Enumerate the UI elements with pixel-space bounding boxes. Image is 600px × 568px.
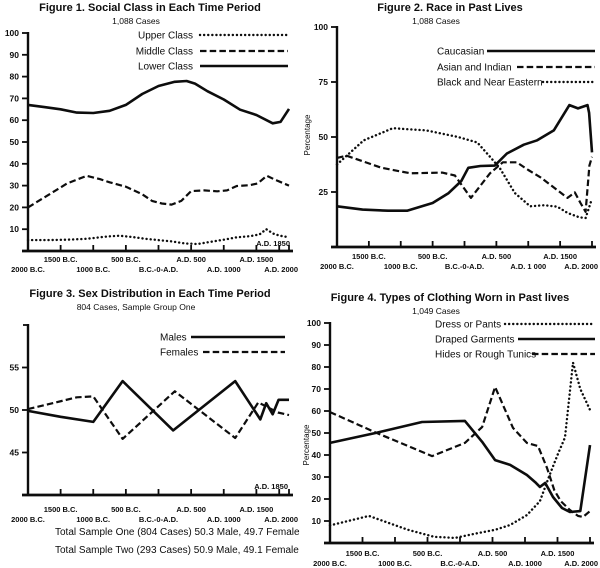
figure-2-plot bbox=[300, 0, 600, 290]
y-tick-label: 40 bbox=[311, 450, 321, 460]
legend-label-upper-class: Upper Class bbox=[137, 30, 193, 42]
x-tick-label: 1000 B.C. bbox=[76, 265, 111, 274]
legend-label-hides-or-rough-tunics: Hides or Rough Tunics bbox=[435, 349, 537, 361]
x-tick-label: A.D. 1500 bbox=[239, 505, 274, 514]
x-tick-label: A.D. 1000 bbox=[206, 265, 241, 274]
x-tick-label: A.D. 2000 bbox=[264, 515, 298, 524]
legend-label-males: Males bbox=[160, 332, 187, 344]
y-tick-label: 40 bbox=[9, 158, 19, 169]
figure-3-title: Figure 3. Sex Distribution in Each Time Period bbox=[29, 288, 271, 300]
x-tick-label: A.D. 1500 bbox=[239, 255, 274, 264]
x-tick-label: A.D. 1000 bbox=[206, 515, 241, 524]
legend-label-asian-and-indian: Asian and Indian bbox=[437, 62, 512, 74]
x-tick-label: B.C.-0-A.D. bbox=[138, 265, 179, 274]
legend-label-females: Females bbox=[160, 347, 199, 359]
x-tick-label: A.D. 1 000 bbox=[510, 262, 547, 271]
figure-1-plot bbox=[0, 0, 300, 285]
series-line-asian-and-indian bbox=[337, 156, 592, 212]
figure-1-subtitle: 1,088 Cases bbox=[112, 16, 160, 26]
x-tick-label: A.D. 500 bbox=[481, 252, 512, 261]
figure-1-ad1850-annotation: A.D. 1850 bbox=[256, 239, 290, 248]
series-line-lower-class bbox=[28, 81, 289, 123]
figure-3-sex-distribution-panel bbox=[0, 285, 300, 568]
series-line-upper-class bbox=[28, 229, 289, 244]
y-tick-label: 50 bbox=[318, 132, 328, 142]
x-tick-label: 1000 B.C. bbox=[378, 559, 412, 568]
legend-label-dress-or-pants: Dress or Pants bbox=[435, 319, 502, 331]
figure-4-title: Figure 4. Types of Clothing Worn in Past lives bbox=[330, 292, 570, 304]
y-tick-label: 50 bbox=[9, 137, 19, 147]
x-tick-label: A.D. 2000 bbox=[564, 262, 598, 271]
y-tick-label: 20 bbox=[9, 202, 19, 213]
y-tick-label: 90 bbox=[311, 340, 321, 350]
x-tick-label: A.D. 1000 bbox=[508, 559, 542, 568]
figure-1-social-class-panel bbox=[0, 0, 300, 285]
y-tick-label: 10 bbox=[311, 516, 321, 526]
legend-label-caucasian: Caucasian bbox=[437, 46, 485, 58]
y-tick-label: 25 bbox=[318, 187, 328, 197]
y-tick-label: 70 bbox=[9, 93, 19, 104]
x-tick-label: A.D. 1500 bbox=[543, 252, 578, 261]
x-tick-label: 1500 B.C. bbox=[345, 549, 380, 558]
y-tick-label: 60 bbox=[9, 115, 19, 126]
y-tick-label: 50 bbox=[9, 405, 19, 415]
x-tick-label: 500 B.C. bbox=[412, 549, 443, 558]
x-tick-label: 1000 B.C. bbox=[383, 262, 418, 271]
x-tick-label: 500 B.C. bbox=[111, 505, 141, 514]
x-tick-label: 500 B.C. bbox=[417, 252, 448, 261]
figure-2-subtitle: 1,088 Cases bbox=[412, 16, 460, 26]
total-sample-two-note: Total Sample Two (293 Cases) 50.9 Male, 49.1 Female bbox=[55, 545, 299, 556]
y-tick-label: 75 bbox=[318, 77, 328, 87]
x-tick-label: B.C.-0-A.D. bbox=[444, 262, 485, 271]
x-tick-label: A.D. 500 bbox=[176, 505, 206, 514]
figure-3-ad1850-annotation: A.D. 1850 bbox=[254, 482, 288, 491]
x-tick-label: A.D. 500 bbox=[477, 549, 508, 558]
y-tick-label: 60 bbox=[311, 406, 321, 416]
y-tick-label: 100 bbox=[4, 28, 19, 38]
y-tick-label: 50 bbox=[311, 428, 321, 438]
legend-label-lower-class: Lower Class bbox=[137, 61, 193, 73]
figure-4-clothing-panel bbox=[300, 285, 600, 568]
series-line-caucasian bbox=[337, 105, 592, 211]
x-tick-label: A.D. 2000 bbox=[264, 265, 298, 274]
x-tick-label: B.C.-0-A.D. bbox=[440, 559, 480, 568]
x-tick-label: 2000 B.C. bbox=[11, 515, 45, 524]
x-tick-label: 500 B.C. bbox=[111, 255, 141, 264]
series-line-draped-garments bbox=[330, 421, 590, 512]
y-tick-label: 80 bbox=[311, 362, 321, 372]
x-tick-label: 1000 B.C. bbox=[76, 515, 111, 524]
series-line-dress-or-pants bbox=[330, 363, 590, 538]
x-tick-label: 2000 B.C. bbox=[11, 265, 45, 274]
figure-1-title: Figure 1. Social Class in Each Time Period bbox=[39, 2, 261, 14]
figure-2-race-panel bbox=[300, 0, 600, 290]
x-tick-label: 2000 B.C. bbox=[313, 559, 347, 568]
x-tick-label: 1500 B.C. bbox=[351, 252, 386, 261]
y-tick-label: 20 bbox=[311, 494, 321, 504]
y-tick-label: 45 bbox=[9, 447, 19, 458]
y-tick-label: 30 bbox=[311, 472, 321, 482]
y-tick-label: 30 bbox=[9, 180, 19, 191]
figure-4-subtitle: 1,049 Cases bbox=[412, 306, 460, 316]
figure-3-subtitle: 804 Cases, Sample Group One bbox=[76, 302, 196, 312]
x-tick-label: A.D. 2000 bbox=[564, 559, 598, 568]
series-line-middle-class bbox=[28, 176, 289, 208]
legend-label-draped-garments: Draped Garments bbox=[435, 334, 515, 346]
x-tick-label: 2000 B.C. bbox=[320, 262, 354, 271]
x-tick-label: 1500 B.C. bbox=[43, 505, 78, 514]
x-tick-label: B.C.-0-A.D. bbox=[138, 515, 179, 524]
y-tick-label: 100 bbox=[313, 22, 328, 32]
figure-3-plot bbox=[0, 285, 300, 568]
y-tick-label: 70 bbox=[311, 384, 321, 394]
figure-2-percentage-axis-label: Percentage bbox=[303, 114, 312, 156]
x-tick-label: A.D. 500 bbox=[176, 255, 206, 264]
total-sample-one-note: Total Sample One (804 Cases) 50.3 Male, 49.7 Female bbox=[55, 527, 300, 538]
x-tick-label: 1500 B.C. bbox=[43, 255, 78, 264]
y-tick-label: 10 bbox=[9, 224, 19, 235]
y-tick-label: 90 bbox=[9, 49, 19, 60]
legend-label-middle-class: Middle Class bbox=[135, 46, 193, 58]
y-tick-label: 100 bbox=[306, 318, 321, 328]
y-tick-label: 55 bbox=[9, 362, 19, 373]
figure-4-percentage-axis-label: Percentage bbox=[302, 424, 311, 466]
y-tick-label: 80 bbox=[9, 71, 19, 82]
figure-2-title: Figure 2. Race in Past Lives bbox=[377, 2, 523, 14]
x-tick-label: A.D. 1500 bbox=[540, 549, 575, 558]
series-line-hides-or-rough-tunics bbox=[330, 387, 590, 517]
legend-label-black-and-near-eastern: Black and Near Eastern bbox=[437, 77, 543, 89]
figure-4-plot bbox=[300, 285, 600, 568]
